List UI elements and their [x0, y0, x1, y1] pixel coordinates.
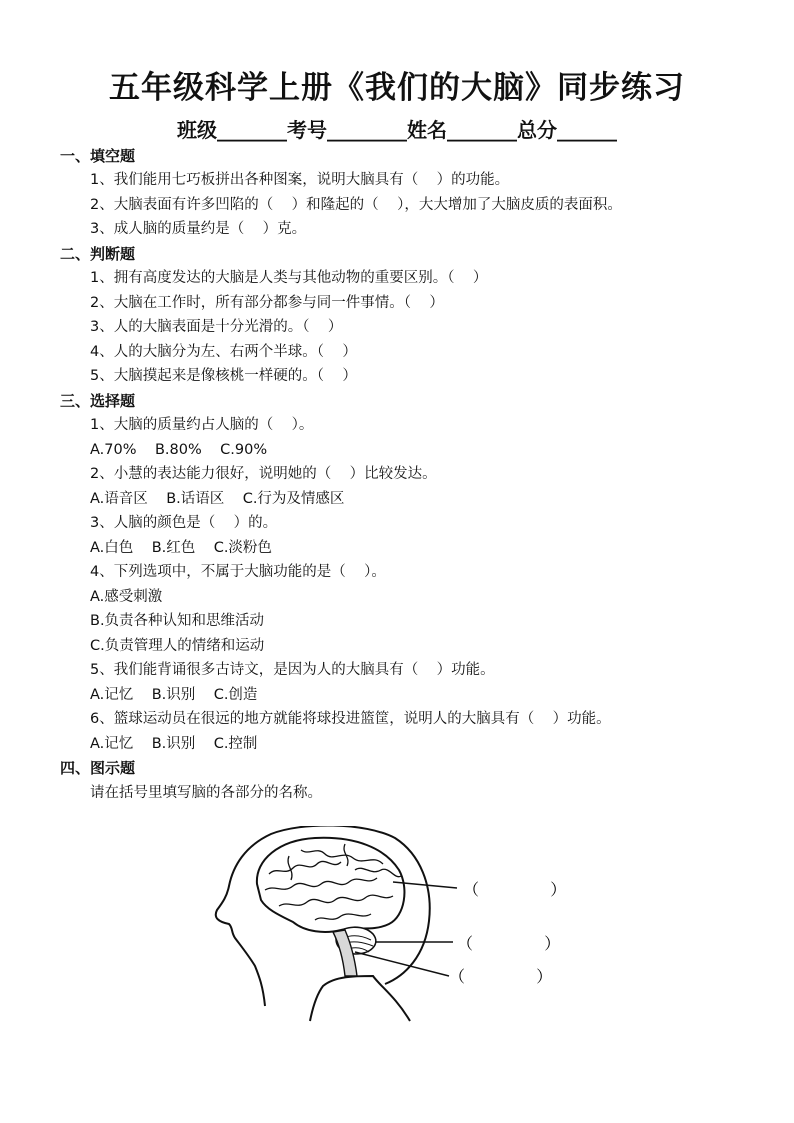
answer-options: A.白色 B.红色 C.淡粉色 — [90, 540, 272, 556]
section-heading-diagram: 四、图示题 — [60, 759, 136, 777]
question-text: 请在括号里填写脑的各部分的名称。 — [90, 785, 322, 801]
question-text: 1、大脑的质量约占人脑的（ ）。 — [90, 417, 314, 433]
answer-option: B.负责各种认知和思维活动 — [90, 613, 265, 629]
question-text: 3、人的大脑表面是十分光滑的。（ ） — [90, 319, 343, 335]
question-text: 4、下列选项中，不属于大脑功能的是（ ）。 — [90, 564, 386, 580]
question-text: 1、我们能用七巧板拼出各种图案，说明大脑具有（ ）的功能。 — [90, 172, 510, 188]
answer-blank-1: （ ） — [463, 880, 567, 899]
answer-options: A.语音区 B.话语区 C.行为及情感区 — [90, 491, 345, 507]
pointer-line-brainstem — [355, 952, 449, 976]
question-text: 2、小慧的表达能力很好，说明她的（ ）比较发达。 — [90, 466, 437, 482]
answer-blank-3: （ ） — [449, 967, 553, 986]
student-info-line: 班级_______考号________姓名_______总分______ — [177, 118, 617, 142]
question-text: 6、篮球运动员在很远的地方就能将球投进篮筐，说明人的大脑具有（ ）功能。 — [90, 711, 611, 727]
answer-option: C.负责管理人的情绪和运动 — [90, 638, 265, 654]
brain-diagram — [205, 826, 605, 1046]
answer-options: A.记忆 B.识别 C.控制 — [90, 736, 258, 752]
question-text: 1、拥有高度发达的大脑是人类与其他动物的重要区别。（ ） — [90, 270, 488, 286]
answer-blank-2: （ ） — [457, 934, 561, 953]
section-heading-true-false: 二、判断题 — [60, 245, 136, 263]
answer-option: A.感受刺激 — [90, 589, 163, 605]
answer-options: A.记忆 B.识别 C.创造 — [90, 687, 258, 703]
question-text: 4、人的大脑分为左、右两个半球。（ ） — [90, 344, 357, 360]
question-text: 5、大脑摸起来是像核桃一样硬的。（ ） — [90, 368, 357, 384]
question-text: 2、大脑在工作时，所有部分都参与同一件事情。（ ） — [90, 295, 444, 311]
question-text: 3、人脑的颜色是（ ）的。 — [90, 515, 278, 531]
section-heading-multiple-choice: 三、选择题 — [60, 392, 136, 410]
answer-options: A.70% B.80% C.90% — [90, 442, 268, 458]
question-text: 2、大脑表面有许多凹陷的（ ）和隆起的（ ），大大增加了大脑皮质的表面积。 — [90, 197, 622, 213]
cerebrum — [257, 838, 405, 932]
section-heading-fill-blank: 一、填空题 — [60, 147, 136, 165]
page-title: 五年级科学上册《我们的大脑》同步练习 — [109, 70, 685, 106]
question-text: 3、成人脑的质量约是（ ）克。 — [90, 221, 307, 237]
question-text: 5、我们能背诵很多古诗文，是因为人的大脑具有（ ）功能。 — [90, 662, 495, 678]
